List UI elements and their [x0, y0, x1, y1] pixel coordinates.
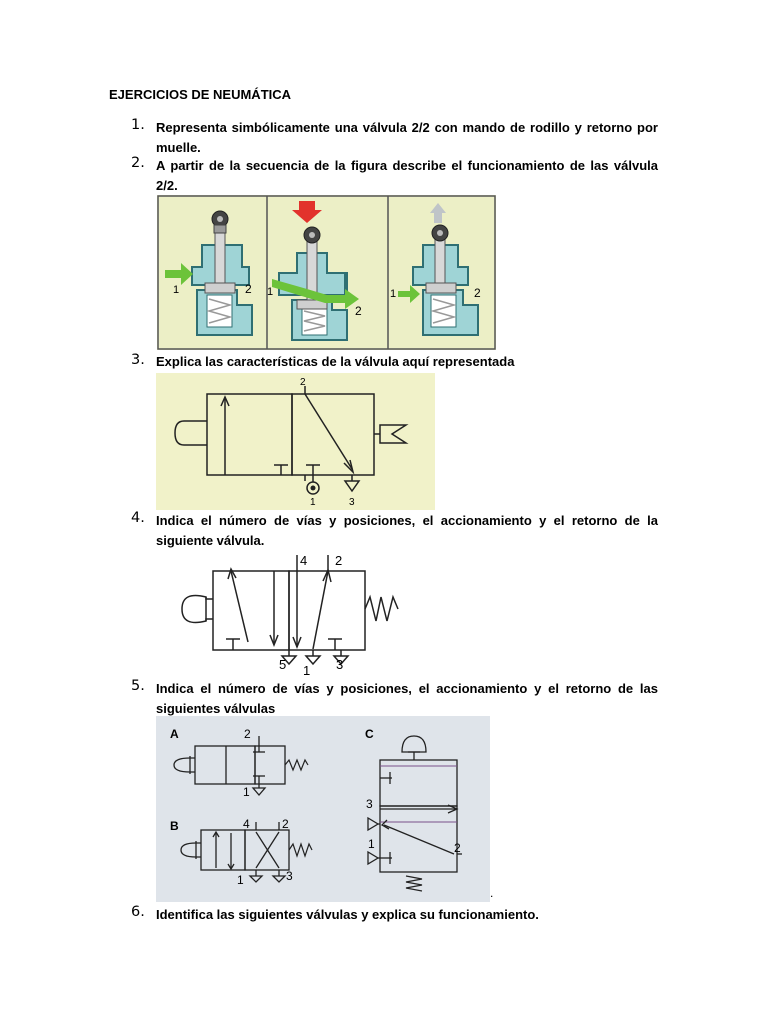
valve-c-port-2: 2 [454, 841, 461, 855]
item-number-4: 4. [131, 510, 145, 526]
valve-b-port-4: 4 [243, 817, 250, 831]
figure-valve-5-2 [158, 549, 431, 677]
valve-c-port-1: 1 [368, 837, 375, 851]
page-title: EJERCICIOS DE NEUMÁTICA [109, 87, 292, 102]
fig4-port-2-label: 2 [335, 553, 343, 568]
fig2-stage2-port-2-label: 2 [355, 304, 362, 318]
fig2-port-1-label: 1 [173, 284, 180, 296]
valve-a-port-2: 2 [244, 727, 251, 741]
fig3-port-1-label: 1 [310, 497, 316, 508]
item-number-2: 2. [131, 155, 145, 171]
fig2-port-2-label: 2 [245, 282, 252, 296]
fig3-port-2-label: 2 [300, 377, 306, 388]
item-text-1: Representa simbólicamente una válvula 2/2 con mando de rodillo y retorno por muelle. [156, 120, 658, 155]
item-text-3: Explica las características de la válvula aquí representada [156, 354, 515, 369]
fig4-port-5-label: 5 [279, 657, 287, 672]
fig4-port-4-label: 4 [300, 553, 308, 568]
fig4-port-1-label: 1 [303, 663, 311, 677]
valve-a-label: A [170, 727, 179, 741]
item-text-5: Indica el número de vías y posiciones, el accionamiento y el retorno de las siguientes válvulas [156, 681, 658, 716]
fig2-stage2-port-1-label: 1 [267, 286, 274, 298]
fig4-port-3-label: 3 [336, 657, 344, 672]
valve-b-port-1: 1 [237, 873, 244, 887]
item-number-6: 6. [131, 904, 145, 920]
valve-b-label: B [170, 819, 179, 833]
trailing-period: . [490, 886, 494, 900]
valve-a-port-1: 1 [243, 785, 250, 799]
item-number-5: 5. [131, 678, 145, 694]
fig2-stage3-port-1-label: 1 [390, 288, 397, 300]
item-text-2: A partir de la secuencia de la figura describe el funcionamiento de las válvula 2/2. [156, 158, 658, 193]
valve-b-port-3: 3 [286, 869, 293, 883]
fig2-stage3-port-2-label: 2 [474, 286, 481, 300]
valve-c-label: C [365, 727, 374, 741]
figure-valve-sequence [157, 195, 496, 350]
valve-c-port-3: 3 [366, 797, 373, 811]
item-text-4: Indica el número de vías y posiciones, el accionamiento y el retorno de la siguiente válvula. [156, 513, 658, 548]
item-text-6: Identifica las siguientes válvulas y explica su funcionamiento. [156, 907, 539, 922]
fig3-port-3-label: 3 [349, 497, 355, 508]
item-number-3: 3. [131, 352, 145, 368]
item-number-1: 1. [131, 117, 145, 133]
valve-b-port-2: 2 [282, 817, 289, 831]
figure-valves-abc [156, 716, 490, 902]
figure-valve-3-2 [156, 373, 435, 510]
